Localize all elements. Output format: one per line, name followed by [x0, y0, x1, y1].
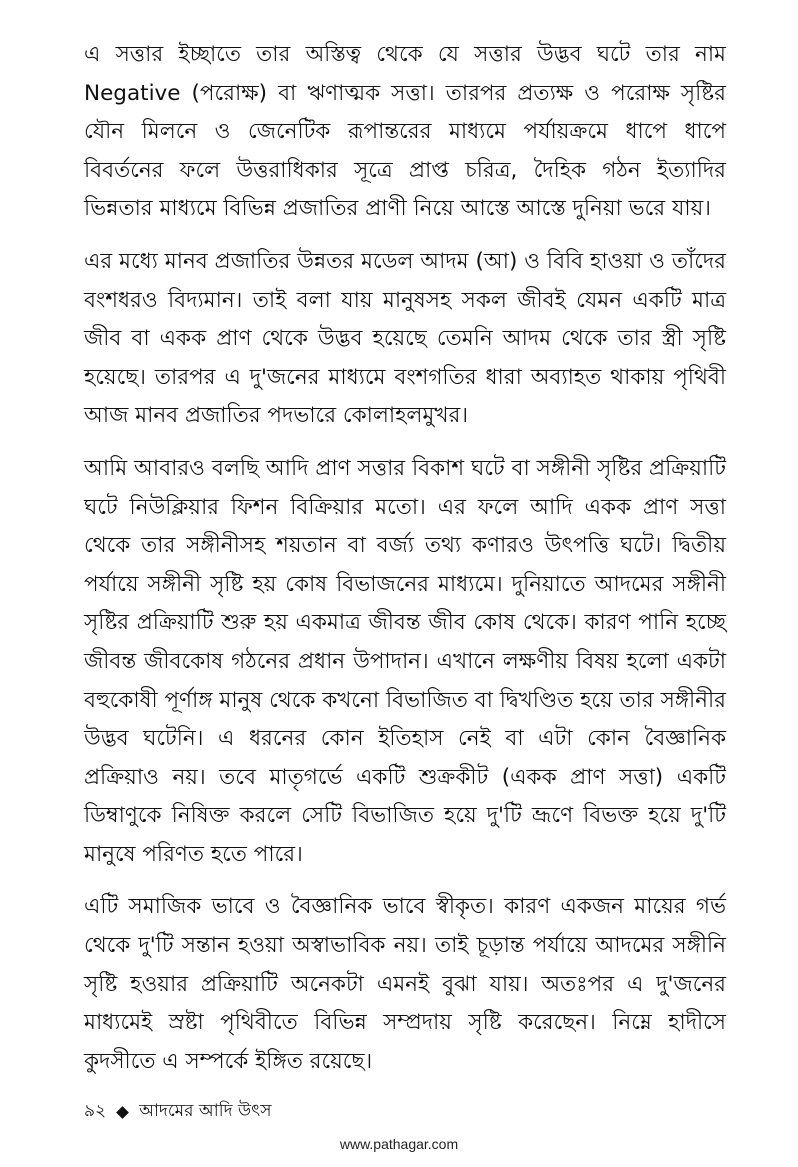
paragraph-2: এর মধ্যে মানব প্রজাতির উন্নতর মডেল আদম (আ) ও বিবি হাওয়া ও তাঁদের বংশধরও বিদ্যমান। তাই বলা যায় মানুষসহ সকল জীবই যেমন একটি মাত্র জীব বা একক প্রাণ থেকে উদ্ভব হয়েছে তেমনি আদম থেকে তার স্ত্রী সৃষ্টি হয়েছে। তারপর এ দু'জনের মাধ্যমে বংশগতির ধারা অব্যাহত থাকায় পৃথিবী আজ মানব প্রজাতির পদভারে কোলাহলমুখর। [84, 248, 726, 429]
source-url: www.pathagar.com [339, 1136, 459, 1152]
paragraph-3: আমি আবারও বলছি আদি প্রাণ সত্তার বিকাশ ঘটে বা সঙ্গীনী সৃষ্টির প্রক্রিয়াটি ঘটে নিউক্লিয়ার ফিশন বিক্রিয়ার মতো। এর ফলে আদি একক প্রাণ সত্তা থেকে তার সঙ্গীনীসহ শয়তান বা বর্জ্য তথ্য কণারও উৎপত্তি ঘটে। দ্বিতীয় পর্যায়ে সঙ্গীনী সৃষ্টি হয় কোষ বিভাজনের মাধ্যমে। দুনিয়াতে আদমের সঙ্গীনী সৃষ্টির প্রক্রিয়াটি শুরু হয় একমাত্র জীবন্ত জীব কোষ থেকে। কারণ পানি হচ্ছে জীবন্ত জীবকোষ গঠনের প্রধান উপাদান। এখানে লক্ষণীয় বিষয় হলো একটা বহুকোষী পূর্ণাঙ্গ মানুষ থেকে কখনো বিভাজিত বা দ্বিখণ্ডিত হয়ে তার সঙ্গীনীর উদ্ভব ঘটেনি। এ ধরনের কোন ইতিহাস নেই বা এটা কোন বৈজ্ঞানিক প্রক্রিয়াও নয়। তবে মাতৃগর্ভে একটি শুক্রকীট (একক প্রাণ সত্তা) একটি ডিম্বাণুকে নিষিক্ত করলে সেটি বিভাজিত হয়ে দু'টি ভ্রূণে বিভক্ত হয়ে দু'টি মানুষে পরিণত হতে পারে। [84, 455, 726, 867]
page-footer [84, 1098, 271, 1126]
page-number: ৯২ [84, 1101, 107, 1121]
paragraph-4: এটি সমাজিক ভাবে ও বৈজ্ঞানিক ভাবে স্বীকৃত। কারণ একজন মায়ের গর্ভ থেকে দু'টি সন্তান হওয়া অস্বাভাবিক নয়। তাই চূড়ান্ত পর্যায়ে আদমের সঙ্গীনি সৃষ্টি হওয়ার প্রক্রিয়াটি অনেকটা এমনই বুঝা যায়। অতঃপর এ দু'জনের মাধ্যমেই স্রষ্টা পৃথিবীতে বিভিন্ন সম্প্রদায় সৃষ্টি করেছেন। নিম্নে হাদীসে কুদসীতে এ সম্পর্কে ইঙ্গিত রয়েছে। [84, 894, 726, 1074]
diamond-icon [116, 1106, 129, 1119]
paragraph-1: এ সত্তার ইচ্ছাতে তার অস্তিত্ব থেকে যে সত্তার উদ্ভব ঘটে তার নাম Negative (পরোক্ষ) বা ঋণাত্মক সত্তা। তারপর প্রত্যক্ষ ও পরোক্ষ সৃষ্টির যৌন মিলনে ও জেনেটিক রূপান্তরের মাধ্যমে পর্যায়ক্রমে ধাপে ধাপে বিবর্তনের ফলে উত্তরাধিকার সূত্রে প্রাপ্ত চরিত্র, দৈহিক গঠন ইত্যাদির ভিন্নতার মাধ্যমে বিভিন্ন প্রজাতির প্রাণী নিয়ে আস্তে আস্তে দুনিয়া ভরে যায়। [84, 42, 726, 222]
page-body [84, 36, 726, 1095]
book-title: আদমের আদি উৎস [139, 1101, 272, 1121]
